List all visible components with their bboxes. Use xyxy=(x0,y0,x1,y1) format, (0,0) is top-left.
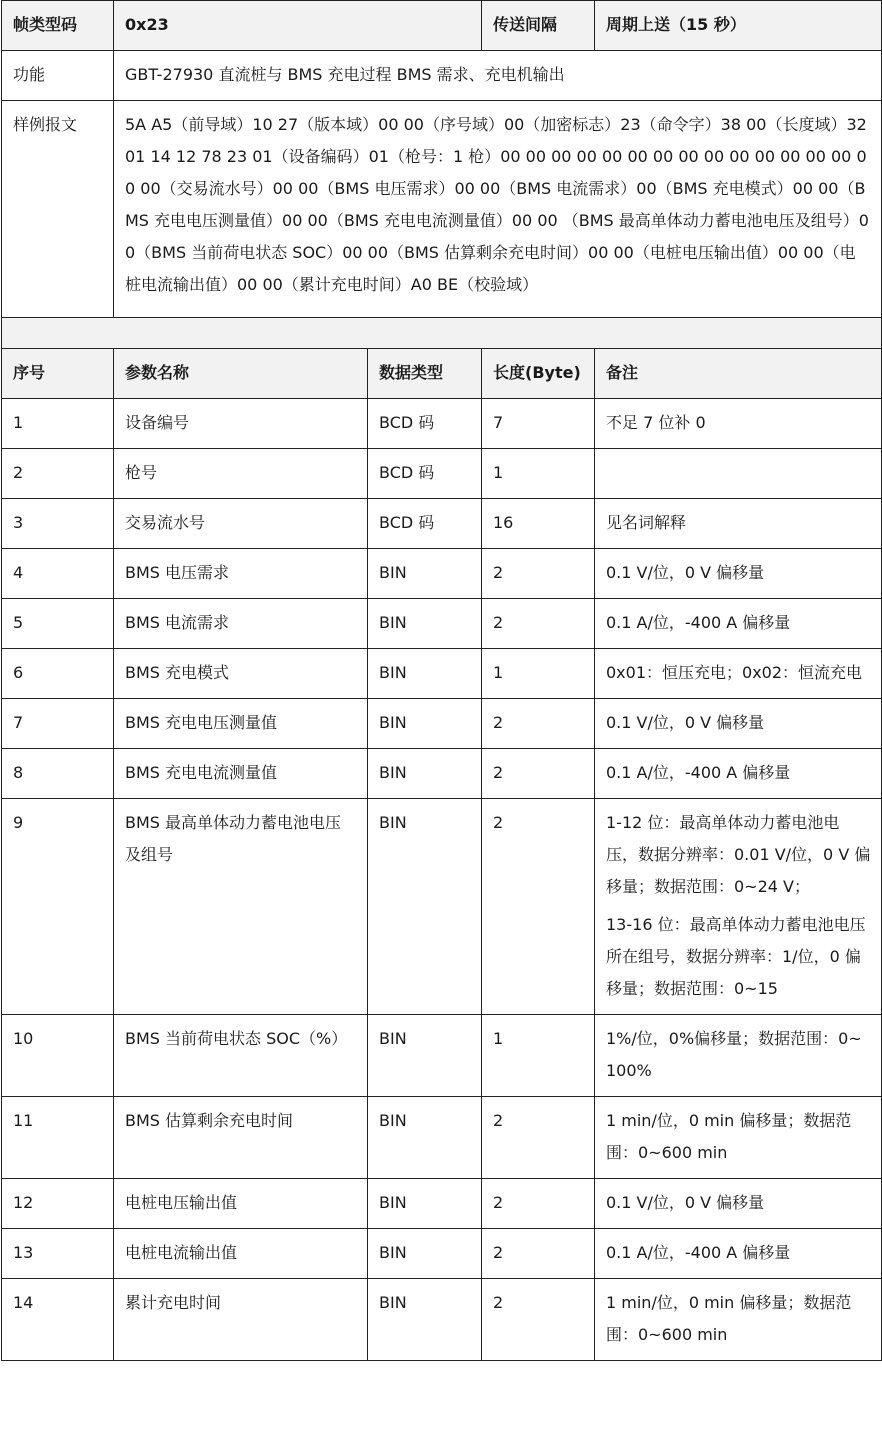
interval-value: 周期上送（15 秒） xyxy=(595,1,882,51)
row-data-type: BCD 码 xyxy=(368,399,482,449)
row-length: 2 xyxy=(482,1179,595,1229)
row-param-name: 电桩电流输出值 xyxy=(114,1229,368,1279)
row-note xyxy=(595,599,882,649)
row-param-name: 枪号 xyxy=(114,449,368,499)
table-row xyxy=(2,1097,882,1179)
row-data-type: BCD 码 xyxy=(368,499,482,549)
row-note xyxy=(595,549,882,599)
row-param-name: BMS 电压需求 xyxy=(114,549,368,599)
row-note-paragraph: 0.1 A/位，-400 A 偏移量 xyxy=(606,1243,791,1262)
row-length: 2 xyxy=(482,599,595,649)
table-row xyxy=(2,699,882,749)
row-note xyxy=(595,1179,882,1229)
function-label: 功能 xyxy=(2,51,114,101)
row-seq: 5 xyxy=(2,599,114,649)
row-length: 2 xyxy=(482,1279,595,1361)
row-length: 2 xyxy=(482,1097,595,1179)
row-seq: 7 xyxy=(2,699,114,749)
row-data-type: BIN xyxy=(368,749,482,799)
sample-value: 5A A5（前导域）10 27（版本域）00 00（序号域）00（加密标志）23（命令字）38 00（长度域）32 01 14 12 78 23 01（设备编码）01（枪号：1 枪）00 00 00 00 00 00 00 00 00 00 00 00 00 00 00 00（交易流水号）00 00（BMS 电压需求）00 00（BMS 电流需求）00（BMS 充电模式）00 00（BMS 充电电压测量值）00 00（BMS 充电电流测量值）00 00 （BMS 最高单体动力蓄电池电压及组号）00（BMS 当前荷电状态 SOC）00 00（BMS 估算剩余充电时间）00 00（电桩电压输出值）00 00（电桩电流输出值）00 00（累计充电时间）A0 BE（校验域） xyxy=(114,101,882,318)
row-seq: 1 xyxy=(2,399,114,449)
function-value: GBT-27930 直流桩与 BMS 充电过程 BMS 需求、充电机输出 xyxy=(114,51,882,101)
row-data-type: BIN xyxy=(368,1097,482,1179)
table-row xyxy=(2,499,882,549)
row-note-paragraph: 1 min/位，0 min 偏移量；数据范围：0~600 min xyxy=(606,1111,852,1162)
row-note-paragraph: 见名词解释 xyxy=(606,513,687,532)
row-param-name: BMS 估算剩余充电时间 xyxy=(114,1097,368,1179)
table-row xyxy=(2,1015,882,1097)
row-note-paragraph: 0.1 V/位，0 V 偏移量 xyxy=(606,713,765,732)
row-length: 2 xyxy=(482,799,595,1015)
row-note-paragraph: 1-12 位：最高单体动力蓄电池电压，数据分辨率：0.01 V/位，0 V 偏移量；数据范围：0~24 V； xyxy=(606,813,871,896)
row-note-paragraph: 0x01：恒压充电；0x02：恒流充电 xyxy=(606,663,863,682)
row-note-paragraph: 0.1 V/位，0 V 偏移量 xyxy=(606,1193,765,1212)
row-seq: 12 xyxy=(2,1179,114,1229)
row-length: 2 xyxy=(482,699,595,749)
frame-definition-table xyxy=(1,0,882,1361)
frame-type-value: 0x23 xyxy=(114,1,482,51)
row-note xyxy=(595,1015,882,1097)
row-param-name: 电桩电压输出值 xyxy=(114,1179,368,1229)
col-name-header: 参数名称 xyxy=(114,349,368,399)
row-seq: 13 xyxy=(2,1229,114,1279)
row-note xyxy=(595,799,882,1015)
row-note-paragraph: 不足 7 位补 0 xyxy=(606,413,706,432)
row-seq: 6 xyxy=(2,649,114,699)
row-note xyxy=(595,699,882,749)
row-length: 7 xyxy=(482,399,595,449)
row-length: 1 xyxy=(482,449,595,499)
frame-header-row xyxy=(2,1,882,51)
row-param-name: 设备编号 xyxy=(114,399,368,449)
column-header-row xyxy=(2,349,882,399)
col-note-header: 备注 xyxy=(595,349,882,399)
row-length: 2 xyxy=(482,749,595,799)
row-seq: 10 xyxy=(2,1015,114,1097)
interval-label: 传送间隔 xyxy=(482,1,595,51)
row-note xyxy=(595,1229,882,1279)
row-data-type: BIN xyxy=(368,549,482,599)
row-seq: 14 xyxy=(2,1279,114,1361)
frame-type-label: 帧类型码 xyxy=(2,1,114,51)
row-param-name: BMS 当前荷电状态 SOC（%） xyxy=(114,1015,368,1097)
row-param-name: BMS 电流需求 xyxy=(114,599,368,649)
col-seq-header: 序号 xyxy=(2,349,114,399)
row-note xyxy=(595,749,882,799)
row-data-type: BIN xyxy=(368,1229,482,1279)
table-row xyxy=(2,1279,882,1361)
row-data-type: BIN xyxy=(368,1179,482,1229)
function-row xyxy=(2,51,882,101)
spacer-cell xyxy=(2,318,882,349)
row-note xyxy=(595,499,882,549)
row-param-name: BMS 充电模式 xyxy=(114,649,368,699)
row-seq: 2 xyxy=(2,449,114,499)
row-param-name: BMS 充电电流测量值 xyxy=(114,749,368,799)
row-note xyxy=(595,1279,882,1361)
row-seq: 9 xyxy=(2,799,114,1015)
row-note-paragraph: 1 min/位，0 min 偏移量；数据范围：0~600 min xyxy=(606,1293,852,1344)
table-row xyxy=(2,399,882,449)
row-seq: 3 xyxy=(2,499,114,549)
table-row xyxy=(2,749,882,799)
row-data-type: BIN xyxy=(368,1279,482,1361)
row-seq: 4 xyxy=(2,549,114,599)
table-row xyxy=(2,1229,882,1279)
row-note xyxy=(595,399,882,449)
protocol-document xyxy=(1,0,881,1361)
sample-row xyxy=(2,101,882,318)
row-length: 1 xyxy=(482,649,595,699)
row-note xyxy=(595,1097,882,1179)
row-note-paragraph: 0.1 A/位，-400 A 偏移量 xyxy=(606,763,791,782)
sample-label: 样例报文 xyxy=(2,101,114,318)
table-row xyxy=(2,599,882,649)
row-length: 2 xyxy=(482,549,595,599)
row-param-name: BMS 最高单体动力蓄电池电压及组号 xyxy=(114,799,368,1015)
row-param-name: 交易流水号 xyxy=(114,499,368,549)
col-length-header: 长度(Byte) xyxy=(482,349,595,399)
spacer-row xyxy=(2,318,882,349)
table-row xyxy=(2,799,882,1015)
row-length: 16 xyxy=(482,499,595,549)
row-data-type: BIN xyxy=(368,699,482,749)
row-seq: 11 xyxy=(2,1097,114,1179)
row-note xyxy=(595,649,882,699)
row-length: 2 xyxy=(482,1229,595,1279)
row-data-type: BIN xyxy=(368,649,482,699)
row-data-type: BCD 码 xyxy=(368,449,482,499)
table-row xyxy=(2,649,882,699)
table-row xyxy=(2,449,882,499)
row-note-paragraph: 0.1 V/位，0 V 偏移量 xyxy=(606,563,765,582)
row-note-paragraph: 13-16 位：最高单体动力蓄电池电压所在组号，数据分辨率：1/位，0 偏移量；数据范围：0~15 xyxy=(606,915,866,998)
row-data-type: BIN xyxy=(368,1015,482,1097)
row-data-type: BIN xyxy=(368,799,482,1015)
row-note xyxy=(595,449,882,499)
col-type-header: 数据类型 xyxy=(368,349,482,399)
row-seq: 8 xyxy=(2,749,114,799)
table-row xyxy=(2,549,882,599)
row-data-type: BIN xyxy=(368,599,482,649)
row-note-paragraph: 0.1 A/位，-400 A 偏移量 xyxy=(606,613,791,632)
row-note-paragraph: 1%/位，0%偏移量；数据范围：0~100% xyxy=(606,1029,862,1080)
row-param-name: 累计充电时间 xyxy=(114,1279,368,1361)
table-row xyxy=(2,1179,882,1229)
row-param-name: BMS 充电电压测量值 xyxy=(114,699,368,749)
row-length: 1 xyxy=(482,1015,595,1097)
